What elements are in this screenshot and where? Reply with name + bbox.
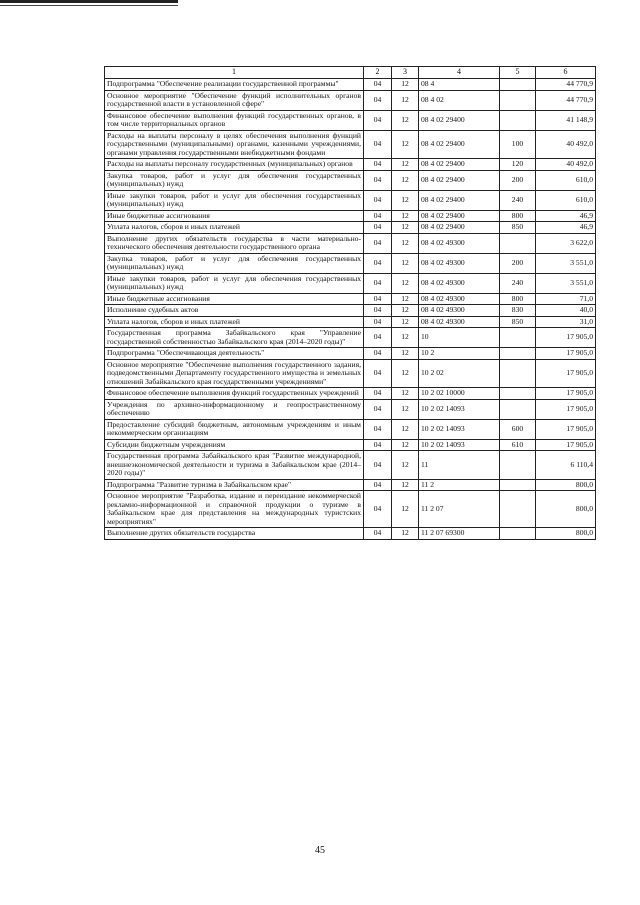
subsection-code: 12 (392, 253, 419, 273)
section-code: 04 (364, 399, 392, 419)
page-number: 45 (315, 845, 325, 856)
amount: 610,0 (536, 190, 596, 210)
target-article-code: 08 4 02 49300 (419, 253, 500, 273)
header-row (105, 67, 596, 79)
section-code: 04 (364, 233, 392, 253)
item-name: Субсидии бюджетным учреждениям (105, 439, 364, 451)
header-cell-5: 5 (500, 67, 536, 79)
expense-type-code: 830 (500, 305, 536, 317)
expense-type-code: 850 (500, 222, 536, 234)
target-article-code: 08 4 02 49300 (419, 293, 500, 305)
expense-type-code (500, 359, 536, 388)
item-name: Финансовое обеспечение выполнения функций государственных учреждений (105, 388, 364, 400)
table-row (105, 253, 596, 273)
header-cell-2: 2 (364, 67, 392, 79)
subsection-code: 12 (392, 159, 419, 171)
item-name: Выполнение других обязательств государства (105, 528, 364, 540)
amount: 800,0 (536, 528, 596, 540)
table-row (105, 293, 596, 305)
amount: 3 622,0 (536, 233, 596, 253)
target-article-code: 08 4 02 29400 (419, 190, 500, 210)
item-name: Государственная программа Забайкальского края "Развитие международной, внешнеэкономической деятельности и туризма в Забайкальском крае (2014–2020 годы)" (105, 451, 364, 480)
subsection-code: 12 (392, 90, 419, 110)
header-cell-6: 6 (536, 67, 596, 79)
table-row (105, 90, 596, 110)
item-name: Государственная программа Забайкальского края "Управление государственной собственностью Забайкальского края (2014–2020 годы)" (105, 328, 364, 348)
expense-type-code: 240 (500, 190, 536, 210)
subsection-code: 12 (392, 528, 419, 540)
expense-type-code: 240 (500, 273, 536, 293)
target-article-code: 08 4 02 49300 (419, 233, 500, 253)
table-row (105, 419, 596, 439)
amount: 41 148,9 (536, 110, 596, 130)
section-code: 04 (364, 316, 392, 328)
section-code: 04 (364, 419, 392, 439)
amount: 17 905,0 (536, 328, 596, 348)
section-code: 04 (364, 451, 392, 480)
item-name: Исполнение судебных актов (105, 305, 364, 317)
subsection-code: 12 (392, 305, 419, 317)
amount: 800,0 (536, 479, 596, 491)
expense-type-code (500, 328, 536, 348)
item-name: Иные закупки товаров, работ и услуг для обеспечения государственных (муниципальных) нужд (105, 273, 364, 293)
subsection-code: 12 (392, 110, 419, 130)
table-row (105, 79, 596, 91)
expense-type-code: 200 (500, 170, 536, 190)
target-article-code: 08 4 02 29400 (419, 159, 500, 171)
table-header (105, 67, 596, 79)
amount: 3 551,0 (536, 253, 596, 273)
subsection-code: 12 (392, 359, 419, 388)
amount: 610,0 (536, 170, 596, 190)
target-article-code: 11 2 07 69300 (419, 528, 500, 540)
item-name: Уплата налогов, сборов и иных платежей (105, 316, 364, 328)
expense-type-code (500, 528, 536, 540)
amount: 17 905,0 (536, 348, 596, 360)
expense-type-code (500, 79, 536, 91)
section-code: 04 (364, 359, 392, 388)
top-rule (0, 0, 178, 3)
amount: 71,0 (536, 293, 596, 305)
table-row (105, 479, 596, 491)
amount: 40 492,0 (536, 130, 596, 159)
item-name: Финансовое обеспечение выполнения функций государственных органов, в том числе территориальных органов (105, 110, 364, 130)
subsection-code: 12 (392, 399, 419, 419)
table-row (105, 130, 596, 159)
section-code: 04 (364, 491, 392, 528)
target-article-code: 08 4 02 29400 (419, 170, 500, 190)
table-row (105, 159, 596, 171)
budget-table (104, 66, 596, 540)
amount: 46,9 (536, 222, 596, 234)
header-cell-4: 4 (419, 67, 500, 79)
subsection-code: 12 (392, 79, 419, 91)
table-row (105, 359, 596, 388)
target-article-code: 11 (419, 451, 500, 480)
section-code: 04 (364, 253, 392, 273)
amount: 40,0 (536, 305, 596, 317)
subsection-code: 12 (392, 233, 419, 253)
target-article-code: 08 4 02 29400 (419, 130, 500, 159)
target-article-code: 10 2 02 10000 (419, 388, 500, 400)
amount: 6 110,4 (536, 451, 596, 480)
amount: 31,0 (536, 316, 596, 328)
table-row (105, 305, 596, 317)
header-cell-3: 3 (392, 67, 419, 79)
item-name: Основное мероприятие "Разработка, издание и переиздание некоммерческой рекламно-информационной и справочной продукции о туризме в Забайкальском крае для представления на международных туристских мероприятиях" (105, 491, 364, 528)
expense-type-code (500, 388, 536, 400)
subsection-code: 12 (392, 491, 419, 528)
target-article-code: 08 4 02 (419, 90, 500, 110)
target-article-code: 08 4 (419, 79, 500, 91)
target-article-code: 10 2 02 14093 (419, 439, 500, 451)
target-article-code: 10 2 02 14093 (419, 399, 500, 419)
table-row (105, 316, 596, 328)
item-name: Учреждения по архивно-информационному и геопространственному обеспечению (105, 399, 364, 419)
amount: 3 551,0 (536, 273, 596, 293)
section-code: 04 (364, 79, 392, 91)
expense-type-code (500, 348, 536, 360)
section-code: 04 (364, 170, 392, 190)
subsection-code: 12 (392, 316, 419, 328)
expense-type-code: 800 (500, 210, 536, 222)
target-article-code: 08 4 02 29400 (419, 110, 500, 130)
amount: 800,0 (536, 491, 596, 528)
section-code: 04 (364, 273, 392, 293)
table-row (105, 439, 596, 451)
amount: 44 770,9 (536, 79, 596, 91)
target-article-code: 08 4 02 49300 (419, 273, 500, 293)
expense-type-code (500, 90, 536, 110)
subsection-code: 12 (392, 479, 419, 491)
amount: 17 905,0 (536, 359, 596, 388)
subsection-code: 12 (392, 210, 419, 222)
table-row (105, 388, 596, 400)
subsection-code: 12 (392, 419, 419, 439)
subsection-code: 12 (392, 293, 419, 305)
expense-type-code (500, 479, 536, 491)
table-row (105, 110, 596, 130)
item-name: Расходы на выплаты персоналу государственных (муниципальных) органов (105, 159, 364, 171)
table-row (105, 233, 596, 253)
table-row (105, 328, 596, 348)
item-name: Подпрограмма "Обеспечивающая деятельность" (105, 348, 364, 360)
subsection-code: 12 (392, 222, 419, 234)
expense-type-code: 800 (500, 293, 536, 305)
expense-type-code (500, 451, 536, 480)
table-row (105, 210, 596, 222)
expense-type-code: 610 (500, 439, 536, 451)
section-code: 04 (364, 305, 392, 317)
item-name: Предоставление субсидий бюджетным, автономным учреждениям и иным некоммерческим организациям (105, 419, 364, 439)
section-code: 04 (364, 388, 392, 400)
expense-type-code (500, 110, 536, 130)
expense-type-code: 850 (500, 316, 536, 328)
subsection-code: 12 (392, 388, 419, 400)
subsection-code: 12 (392, 348, 419, 360)
amount: 46,9 (536, 210, 596, 222)
target-article-code: 08 4 02 49300 (419, 305, 500, 317)
section-code: 04 (364, 110, 392, 130)
section-code: 04 (364, 159, 392, 171)
top-rule-thin (0, 5, 178, 6)
subsection-code: 12 (392, 190, 419, 210)
item-name: Иные закупки товаров, работ и услуг для обеспечения государственных (муниципальных) нужд (105, 190, 364, 210)
target-article-code: 10 2 02 (419, 359, 500, 388)
section-code: 04 (364, 328, 392, 348)
table-row (105, 348, 596, 360)
section-code: 04 (364, 190, 392, 210)
expense-type-code (500, 491, 536, 528)
table-row (105, 399, 596, 419)
item-name: Основное мероприятие "Обеспечение функций исполнительных органов государственной власти в установленной сфере" (105, 90, 364, 110)
item-name: Расходы на выплаты персоналу в целях обеспечения выполнения функций государственными (муниципальными) органами, казенными учреждениями, органами управления государственными внебюджетными фондами (105, 130, 364, 159)
section-code: 04 (364, 528, 392, 540)
expense-type-code: 120 (500, 159, 536, 171)
target-article-code: 10 (419, 328, 500, 348)
item-name: Уплата налогов, сборов и иных платежей (105, 222, 364, 234)
table-row (105, 273, 596, 293)
target-article-code: 08 4 02 29400 (419, 222, 500, 234)
amount: 44 770,9 (536, 90, 596, 110)
expense-type-code: 200 (500, 253, 536, 273)
target-article-code: 11 2 07 (419, 491, 500, 528)
section-code: 04 (364, 293, 392, 305)
section-code: 04 (364, 348, 392, 360)
item-name: Выполнение других обязательств государства в части материально-технического обеспечения деятельности государственного органа (105, 233, 364, 253)
subsection-code: 12 (392, 170, 419, 190)
expense-type-code (500, 233, 536, 253)
table-row (105, 190, 596, 210)
amount: 17 905,0 (536, 439, 596, 451)
table-row (105, 170, 596, 190)
table-row (105, 528, 596, 540)
expense-type-code (500, 399, 536, 419)
item-name: Подпрограмма "Развитие туризма в Забайкальском крае" (105, 479, 364, 491)
subsection-code: 12 (392, 273, 419, 293)
section-code: 04 (364, 90, 392, 110)
expense-type-code: 100 (500, 130, 536, 159)
item-name: Подпрограмма "Обеспечение реализации государственной программы" (105, 79, 364, 91)
target-article-code: 10 2 02 14093 (419, 419, 500, 439)
target-article-code: 08 4 02 49300 (419, 316, 500, 328)
target-article-code: 08 4 02 29400 (419, 210, 500, 222)
section-code: 04 (364, 439, 392, 451)
table-row (105, 451, 596, 480)
item-name: Закупка товаров, работ и услуг для обеспечения государственных (муниципальных) нужд (105, 170, 364, 190)
section-code: 04 (364, 222, 392, 234)
table-row (105, 491, 596, 528)
section-code: 04 (364, 130, 392, 159)
item-name: Иные бюджетные ассигнования (105, 210, 364, 222)
table-row (105, 222, 596, 234)
item-name: Основное мероприятие "Обеспечение выполнения государственного задания, подведомственными Департаменту государственного имущества и земельных отношений Забайкальского края государственными учреждениями" (105, 359, 364, 388)
item-name: Иные бюджетные ассигнования (105, 293, 364, 305)
amount: 17 905,0 (536, 399, 596, 419)
header-cell-1: 1 (105, 67, 364, 79)
item-name: Закупка товаров, работ и услуг для обеспечения государственных (муниципальных) нужд (105, 253, 364, 273)
target-article-code: 11 2 (419, 479, 500, 491)
subsection-code: 12 (392, 439, 419, 451)
subsection-code: 12 (392, 328, 419, 348)
target-article-code: 10 2 (419, 348, 500, 360)
amount: 17 905,0 (536, 388, 596, 400)
amount: 40 492,0 (536, 159, 596, 171)
expense-type-code: 600 (500, 419, 536, 439)
subsection-code: 12 (392, 451, 419, 480)
section-code: 04 (364, 479, 392, 491)
table-body (105, 79, 596, 540)
section-code: 04 (364, 210, 392, 222)
subsection-code: 12 (392, 130, 419, 159)
amount: 17 905,0 (536, 419, 596, 439)
